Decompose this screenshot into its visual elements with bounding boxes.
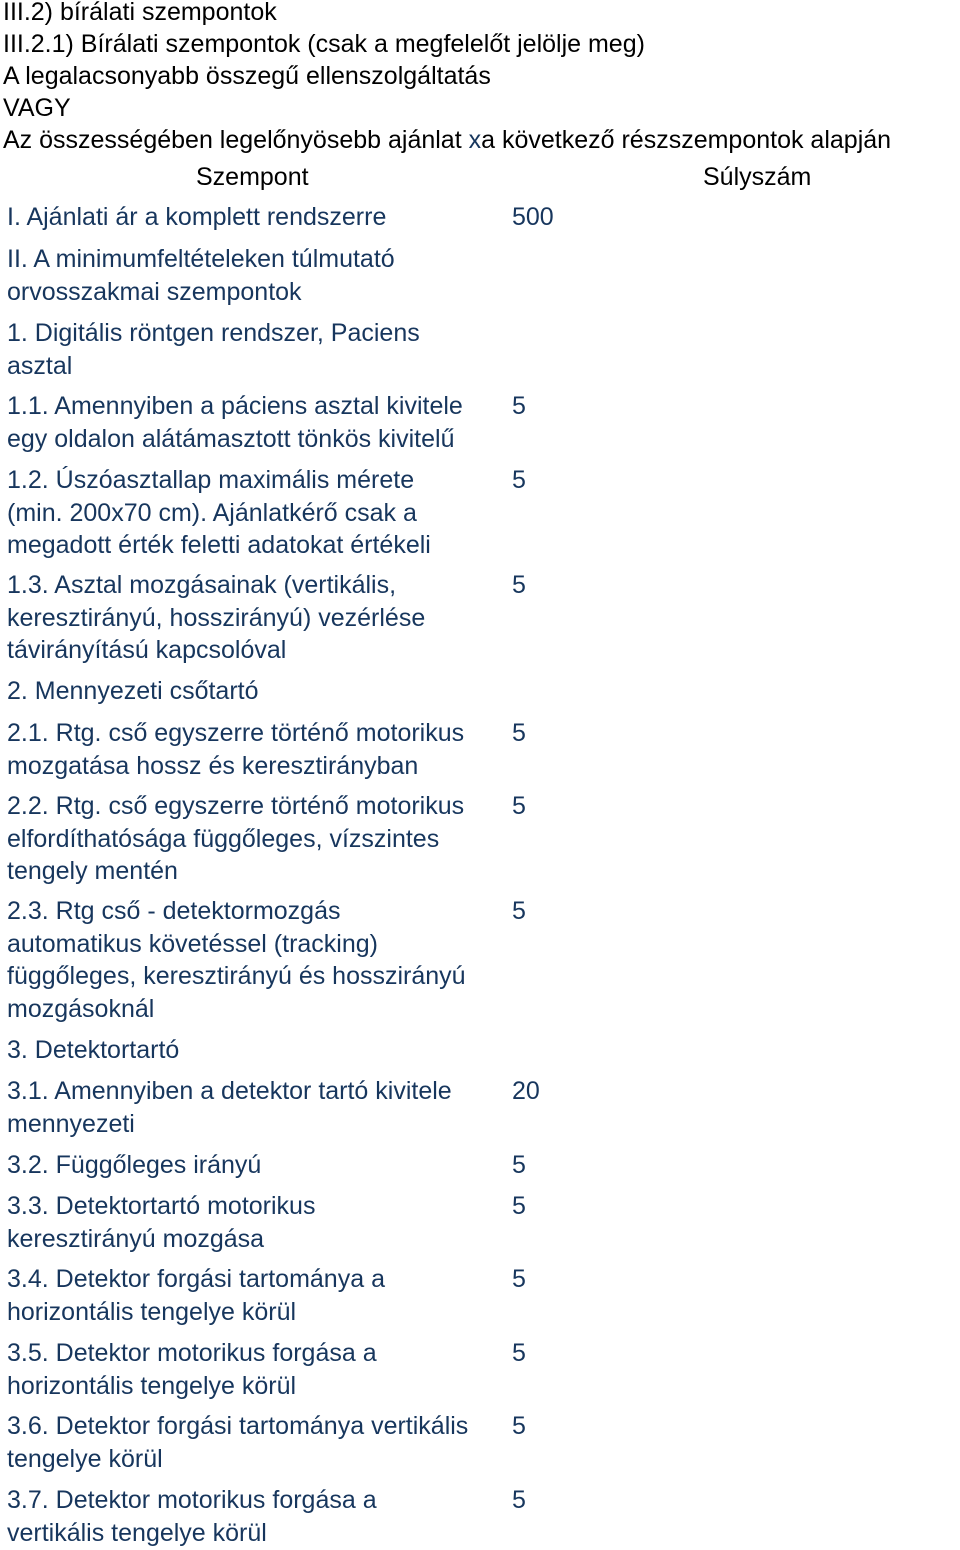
- criterion-row: [7, 717, 960, 782]
- criterion-row: [7, 675, 960, 708]
- criterion-label: 2. Mennyezeti csőtartó: [7, 677, 259, 705]
- criterion-weight: 5: [512, 392, 526, 420]
- criterion-label: 3.1. Amennyiben a detektor tartó kivitele mennyezeti: [7, 1077, 452, 1138]
- criterion-row: [7, 1263, 960, 1328]
- selection-mark: x: [468, 126, 482, 154]
- criterion-label: 2.2. Rtg. cső egyszerre történő motorikus elfordíthatósága függőleges, vízszintes tengely mentén: [7, 792, 465, 885]
- criterion-weight: 5: [512, 1265, 526, 1293]
- criterion-row: [7, 790, 960, 888]
- criterion-label: I. Ajánlati ár a komplett rendszerre: [7, 203, 387, 231]
- option-best-value: [3, 124, 891, 156]
- column-header-weight: Súlyszám: [703, 163, 812, 191]
- criterion-weight: 5: [512, 719, 526, 747]
- criterion-row: [7, 464, 960, 562]
- column-header-criterion: Szempont: [196, 163, 309, 191]
- criterion-label: 3.6. Detektor forgási tartománya vertikális tengelye körül: [7, 1412, 469, 1473]
- criterion-weight: 5: [512, 571, 526, 599]
- or-separator: VAGY: [3, 94, 71, 122]
- criterion-label: 3.3. Detektortartó motorikus keresztirányú mozgása: [7, 1192, 316, 1253]
- criterion-label: II. A minimumfeltételeken túlmutató orvosszakmai szempontok: [7, 245, 395, 306]
- criterion-weight: 20: [512, 1077, 540, 1105]
- criterion-weight: 5: [512, 792, 526, 820]
- criterion-row: [7, 243, 960, 308]
- criterion-label: 3. Detektortartó: [7, 1036, 180, 1064]
- section-heading: III.2) bírálati szempontok: [3, 0, 277, 26]
- criterion-row: [7, 317, 960, 382]
- criterion-weight: 5: [512, 1412, 526, 1440]
- criterion-row: [7, 1034, 960, 1067]
- criterion-label: 1.2. Úszóasztallap maximális mérete (min. 200x70 cm). Ajánlatkérő csak a megadott érték feletti adatokat értékeli: [7, 466, 431, 559]
- option-best-value-text: Az összességében legelőnyösebb ajánlat: [3, 126, 469, 154]
- criterion-weight: 5: [512, 466, 526, 494]
- criterion-row: [7, 1337, 960, 1402]
- criterion-label: 1.3. Asztal mozgásainak (vertikális, keresztirányú, hosszirányú) vezérlése távirányítású kapcsolóval: [7, 571, 426, 664]
- option-lowest-price: A legalacsonyabb összegű ellenszolgáltatás: [3, 62, 491, 90]
- criterion-row: [7, 1410, 960, 1475]
- criterion-weight: 5: [512, 1192, 526, 1220]
- criterion-label: 1.1. Amennyiben a páciens asztal kivitele egy oldalon alátámasztott tönkös kivitelű: [7, 392, 463, 453]
- criterion-weight: 500: [512, 203, 554, 231]
- criterion-row: [7, 1190, 960, 1255]
- criterion-label: 3.4. Detektor forgási tartománya a horizontális tengelye körül: [7, 1265, 385, 1326]
- criterion-label: 2.1. Rtg. cső egyszerre történő motorikus mozgatása hossz és keresztirányban: [7, 719, 465, 780]
- criterion-row: [7, 1075, 960, 1140]
- criterion-row: [7, 390, 960, 455]
- criterion-label: 1. Digitális röntgen rendszer, Paciens asztal: [7, 319, 420, 380]
- criterion-weight: 5: [512, 897, 526, 925]
- criterion-weight: 5: [512, 1151, 526, 1179]
- criterion-weight: 5: [512, 1339, 526, 1367]
- subsection-heading: III.2.1) Bírálati szempontok (csak a megfelelőt jelölje meg): [3, 30, 645, 58]
- criterion-label: 3.5. Detektor motorikus forgása a horizontális tengelye körül: [7, 1339, 377, 1400]
- criterion-label: 3.2. Függőleges irányú: [7, 1151, 262, 1179]
- criterion-row: [7, 1149, 960, 1182]
- option-best-value-suffix: a következő részszempontok alapján: [481, 126, 892, 154]
- criterion-row: [7, 201, 960, 234]
- criterion-label: 3.7. Detektor motorikus forgása a vertikális tengelye körül: [7, 1486, 377, 1547]
- criterion-row: [7, 895, 960, 1025]
- criterion-row: [7, 569, 960, 667]
- criterion-weight: 5: [512, 1486, 526, 1514]
- criterion-label: 2.3. Rtg cső - detektormozgás automatikus követéssel (tracking) függőleges, keresztirányú és hosszirányú mozgásoknál: [7, 897, 466, 1023]
- criterion-row: [7, 1484, 960, 1549]
